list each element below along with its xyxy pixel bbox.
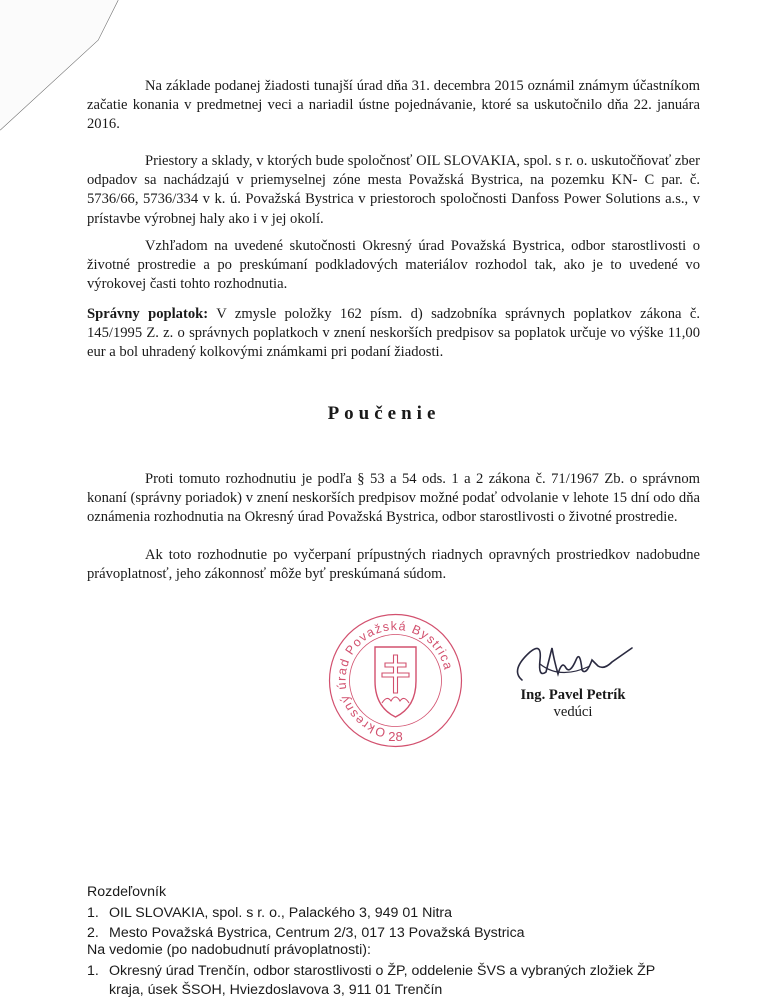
handwritten-signature: [500, 630, 650, 690]
paragraph-decision-basis: Vzhľadom na uvedené skutočnosti Okresný úrad Považská Bystrica, odbor starostlivosti o životné prostredie a po preskúmaní podkladových materiálov rozhodol tak, ako je to uvedené vo výrokovej časti tohto rozhodnutia.: [87, 238, 700, 293]
paragraph-premises: Priestory a sklady, v ktorých bude spoločnosť OIL SLOVAKIA, spol. s r. o. uskutočňovať zber odpadov sa nachádzajú v priemyselnej zóne mesta Považská Bystrica, na pozemku KN- C par. č. 5736/66, 5736/334 v k. ú. Považská Bystrica v priestoroch spoločnosti Danfoss Power Solutions a.s., v prístavbe výrobnej haly ako i v jej okolí.: [87, 153, 700, 227]
stamp-ring-text: Okresný úrad Považská Bystrica: [334, 618, 456, 740]
svg-text:Okresný úrad Považská Bystrica: [334, 619, 455, 740]
paragraph-fee: [87, 305, 700, 363]
notice-item: 1. Okresný úrad Trenčín, odbor starostlivosti o ŽP, oddelenie ŠVS a vybraných zložiek ŽP: [87, 963, 656, 979]
notice-title: Na vedomie (po nadobudnutí právoplatnosti):: [87, 942, 371, 958]
paragraph-validity: Ak toto rozhodnutie po vyčerpaní prípustných riadnych opravných prostriedkov nadobudne právoplatnosť, jeho zákonnosť môže byť preskúmaná súdom.: [87, 547, 700, 583]
distribution-title: Rozdeľovník: [87, 884, 167, 900]
signer-role: vedúci: [553, 704, 593, 720]
fee-text: V zmysle položky 162 písm. d) sadzobníka správnych poplatkov zákona č. 145/1995 Z. z. o správnych poplatkoch v znení neskorších predpisov sa poplatok určuje vo výške 11,00 eur a bol uhradený kolkovými známkami pri podaní žiadosti.: [87, 306, 700, 361]
paragraph-appeal: Proti tomuto rozhodnutiu je podľa § 53 a 54 ods. 1 a 2 zákona č. 71/1967 Zb. o správnom konaní (správny poriadok) v znení neskorších predpisov možné podať odvolanie v lehote 15 dní odo dňa oznámenia rozhodnutia na Okresný úrad Považská Bystrica, odbor starostlivosti o životné prostredie.: [87, 471, 700, 526]
signer-name: Ing. Pavel Petrík: [520, 687, 626, 703]
distribution-item: 1. OIL SLOVAKIA, spol. s r. o., Palackého 3, 949 01 Nitra: [87, 905, 453, 921]
official-stamp: [327, 611, 464, 750]
fee-label: Správny poplatok:: [87, 306, 209, 322]
notice-item-continuation: kraja, úsek ŠSOH, Hviezdoslavova 3, 911 01 Trenčín: [109, 982, 443, 998]
section-heading-poucenie: Poučenie: [327, 403, 441, 424]
paragraph-hearing: Na základe podanej žiadosti tunajší úrad dňa 31. decembra 2015 oznámil známym účastníkom začatie konania v predmetnej veci a nariadil ústne pojednávanie, ktoré sa uskutočnilo dňa 22. januára 2016.: [87, 78, 700, 133]
distribution-item: 2. Mesto Považská Bystrica, Centrum 2/3, 017 13 Považská Bystrica: [87, 925, 525, 941]
stamp-number: 28: [388, 729, 403, 744]
